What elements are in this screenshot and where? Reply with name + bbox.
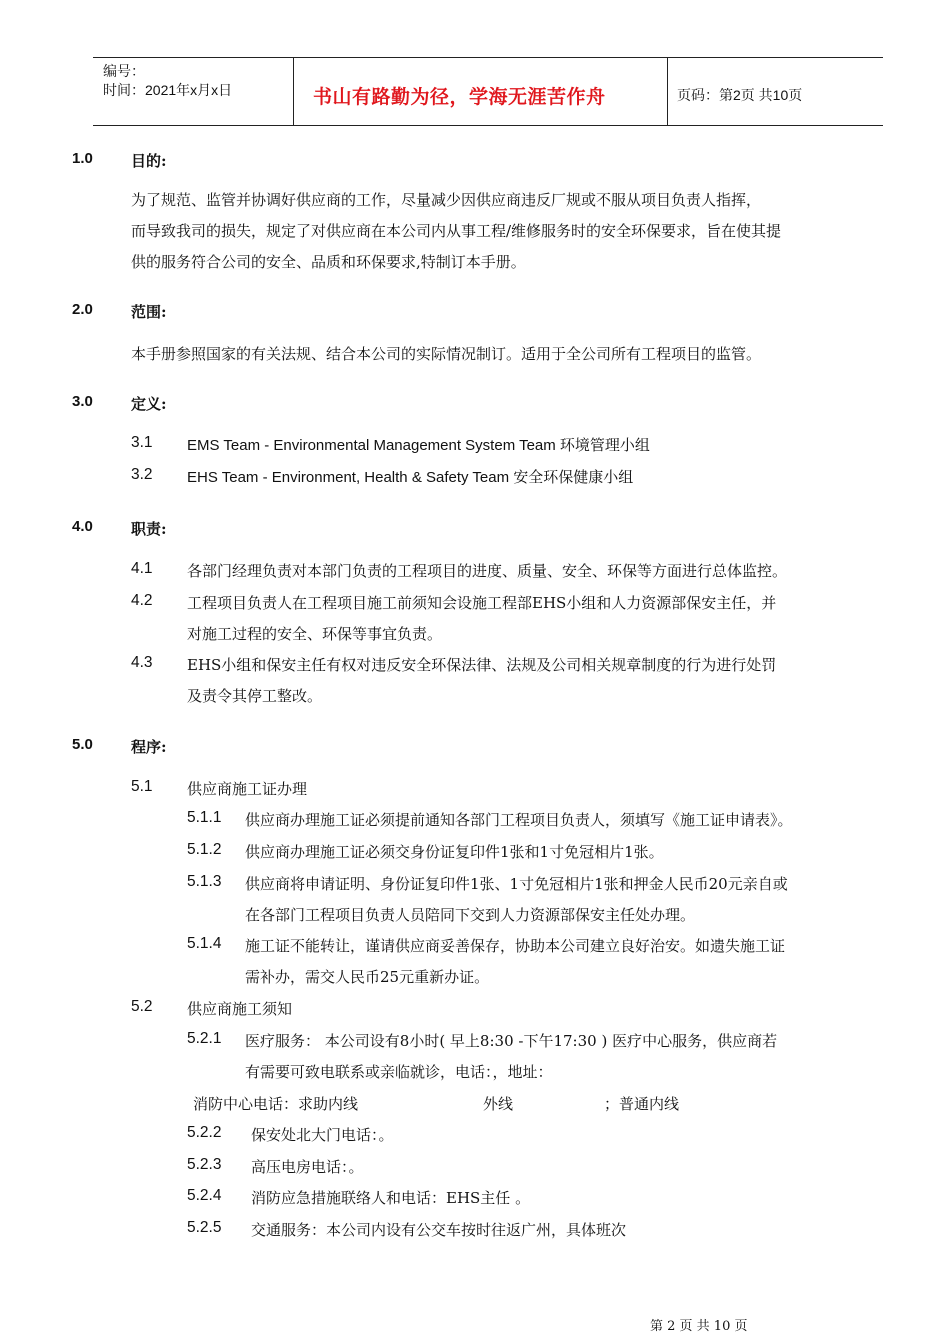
- item-5-1-2-number: 5.1.2: [187, 841, 222, 858]
- item-4-3-line-2: 及责令其停工整改。: [187, 687, 323, 705]
- fire-center-external-label: 外线: [483, 1095, 514, 1113]
- section-2-title: 范围:: [131, 303, 167, 321]
- item-3-1-text: EMS Team - Environmental Management System Team 环境管理小组: [187, 437, 650, 454]
- section-2-line-1: 本手册参照国家的有关法规、结合本公司的实际情况制订。适用于全公司所有工程项目的监管。: [131, 345, 762, 363]
- section-4-number: 4.0: [72, 518, 93, 535]
- header-top-rule: [93, 57, 883, 58]
- page-indicator: 页码：第2页 共10页: [677, 87, 803, 103]
- item-5-1-2-text: 供应商办理施工证必须交身份证复印件1张和1寸免冠相片1张。: [245, 843, 664, 861]
- item-5-1-4-number: 5.1.4: [187, 935, 222, 952]
- item-4-1-number: 4.1: [131, 560, 153, 577]
- section-5-number: 5.0: [72, 736, 93, 753]
- item-3-1-number: 3.1: [131, 434, 153, 451]
- item-4-2-number: 4.2: [131, 592, 153, 609]
- header-divider-right: [667, 57, 668, 126]
- header-divider-left: [293, 57, 294, 126]
- item-5-2-3-text: 高压电房电话：。: [251, 1158, 364, 1176]
- item-3-2-text: EHS Team - Environment, Health & Safety Team 安全环保健康小组: [187, 469, 634, 486]
- header-motto: 书山有路勤为径，学海无涯苦作舟: [313, 86, 606, 108]
- item-5-2-5-text: 交通服务：本公司内设有公交车按时往返广州，具体班次: [251, 1221, 627, 1239]
- item-4-1-text: 各部门经理负责对本部门负责的工程项目的进度、质量、安全、环保等方面进行总体监控。: [187, 562, 788, 580]
- item-4-2-line-2: 对施工过程的安全、环保等事宜负责。: [187, 625, 443, 643]
- item-5-2-1-number: 5.2.1: [187, 1030, 222, 1047]
- section-4-title: 职责:: [131, 520, 167, 538]
- item-5-1-number: 5.1: [131, 778, 153, 795]
- item-4-3-line-1: EHS小组和保安主任有权对违反安全环保法律、法规及公司相关规章制度的行为进行处罚: [187, 656, 777, 674]
- serial-label: 编号：: [103, 63, 145, 79]
- item-5-2-number: 5.2: [131, 998, 153, 1015]
- item-3-2-number: 3.2: [131, 466, 153, 483]
- section-1-number: 1.0: [72, 150, 93, 167]
- section-3-title: 定义:: [131, 395, 167, 413]
- item-5-2-1-line-2: 有需要可致电联系或亲临就诊，电话：，地址：: [245, 1063, 553, 1081]
- section-2-number: 2.0: [72, 301, 93, 318]
- item-5-2-1-line-1: 医疗服务： 本公司设有8小时( 早上8:30 -下午17:30 ) 医疗中心服务，供应商若: [245, 1032, 778, 1050]
- item-5-2-text: 供应商施工须知: [187, 1000, 293, 1018]
- item-5-2-5-number: 5.2.5: [187, 1219, 222, 1236]
- item-5-1-1-text: 供应商办理施工证必须提前通知各部门工程项目负责人，须填写《施工证申请表》。: [245, 811, 793, 829]
- item-5-1-text: 供应商施工证办理: [187, 780, 308, 798]
- fire-center-internal-label: 消防中心电话：求助内线: [193, 1095, 359, 1113]
- item-5-2-4-number: 5.2.4: [187, 1187, 222, 1204]
- item-5-1-3-line-1: 供应商将申请证明、身份证复印件1张、1寸免冠相片1张和押金人民币20元亲自或: [245, 875, 788, 893]
- header-bottom-rule: [93, 125, 883, 126]
- item-4-3-number: 4.3: [131, 654, 153, 671]
- section-1-line-2: 而导致我司的损失，规定了对供应商在本公司内从事工程/维修服务时的安全环保要求，旨在使其提: [131, 222, 782, 240]
- item-5-2-3-number: 5.2.3: [187, 1156, 222, 1173]
- item-5-2-4-text: 消防应急措施联络人和电话：EHS主任 。: [251, 1189, 531, 1207]
- section-1-title: 目的:: [131, 152, 167, 170]
- item-5-2-2-number: 5.2.2: [187, 1124, 222, 1141]
- item-5-1-4-line-2: 需补办，需交人民币25元重新办证。: [245, 968, 490, 986]
- item-5-1-1-number: 5.1.1: [187, 809, 222, 826]
- item-4-2-line-1: 工程项目负责人在工程项目施工前须知会设施工程部EHS小组和人力资源部保安主任，并: [187, 594, 777, 612]
- time-label: 时间：2021年x月x日: [103, 82, 233, 98]
- section-5-title: 程序:: [131, 738, 167, 756]
- section-3-number: 3.0: [72, 393, 93, 410]
- page-footer: 第 2 页 共 10 页: [650, 1319, 748, 1334]
- item-5-1-3-line-2: 在各部门工程项目负责人员陪同下交到人力资源部保安主任处办理。: [245, 906, 696, 924]
- item-5-1-3-number: 5.1.3: [187, 873, 222, 890]
- section-1-line-1: 为了规范、监管并协调好供应商的工作，尽量减少因供应商违反厂规或不服从项目负责人指挥，: [131, 191, 762, 209]
- item-5-2-2-text: 保安处北大门电话：。: [251, 1126, 394, 1144]
- fire-center-general-label: ；普通内线: [604, 1095, 680, 1113]
- section-1-line-3: 供的服务符合公司的安全、品质和环保要求,特制订本手册。: [131, 253, 526, 271]
- item-5-1-4-line-1: 施工证不能转让，谨请供应商妥善保存，协助本公司建立良好治安。如遗失施工证: [245, 937, 786, 955]
